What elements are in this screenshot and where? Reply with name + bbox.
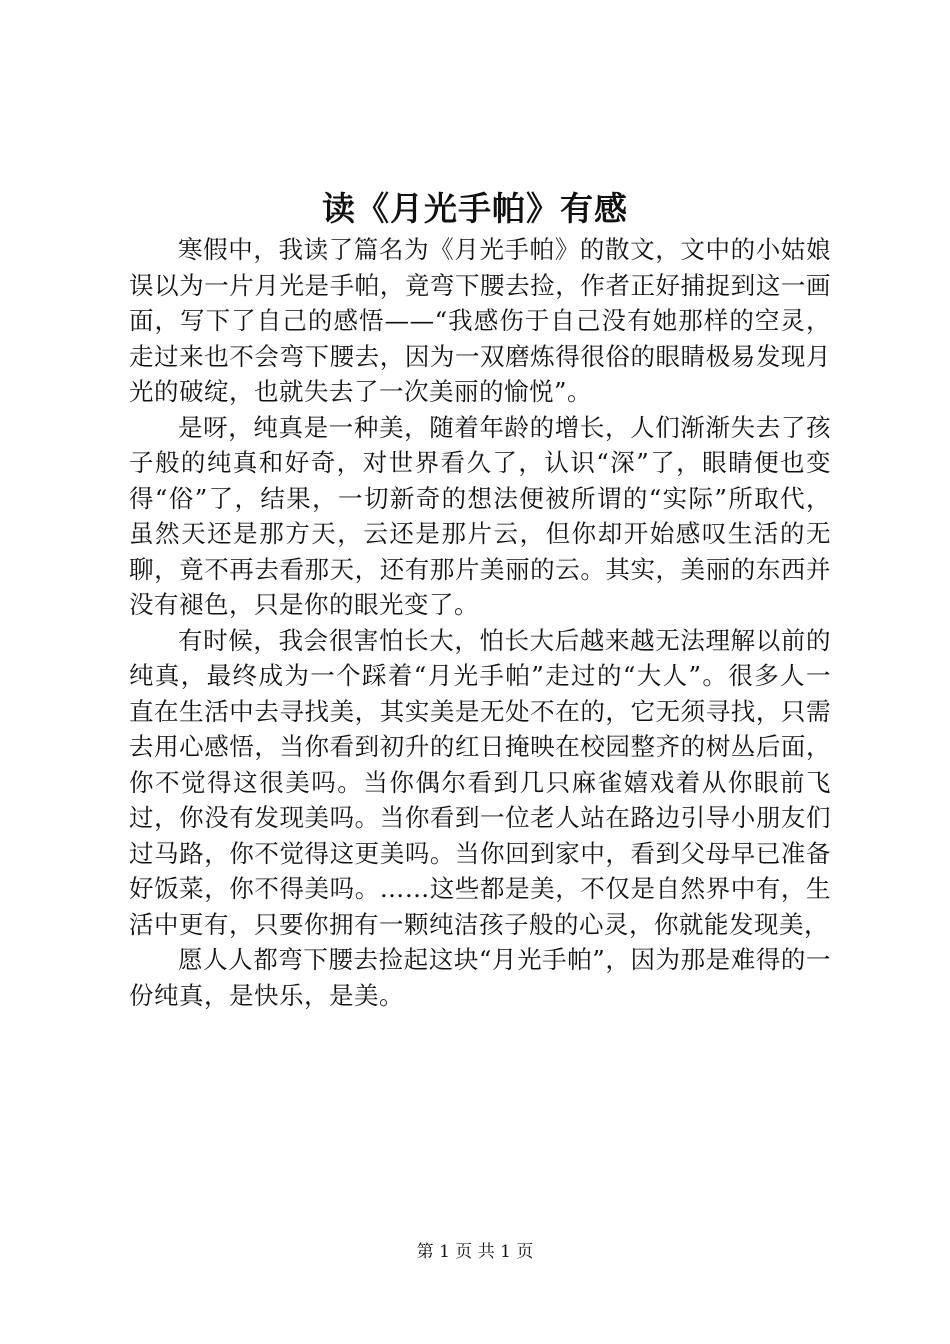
document-title: 读《月光手帕》有感 bbox=[322, 189, 628, 228]
page-footer: 第 1 页 共 1 页 bbox=[416, 1242, 534, 1262]
paragraph-2: 是呀，纯真是一种美，随着年龄的增长，人们渐渐失去了孩子般的纯真和好奇，对世界看久了，认识“深”了，眼睛便也变得“俗”了，结果，一切新奇的想法便被所谓的“实际”所取代，虽然天还是那方天，云还是那片云，但你却开始感叹生活的无聊，竟不再去看那天，还有那片美丽的云。其实，美丽的东西并没有褪色，只是你的眼光变了。 bbox=[129, 412, 831, 619]
document-body bbox=[129, 232, 831, 1013]
paragraph-1: 寒假中，我读了篇名为《月光手帕》的散文，文中的小姑娘误以为一片月光是手帕，竟弯下腰去捡，作者正好捕捉到这一画面，写下了自己的感悟——“我感伤于自己没有她那样的空灵，走过来也不会弯下腰去，因为一双磨炼得很俗的眼睛极易发现月光的破绽，也就失去了一次美丽的愉悦”。 bbox=[129, 235, 831, 406]
paragraph-3: 有时候，我会很害怕长大，怕长大后越来越无法理解以前的纯真，最终成为一个踩着“月光手帕”走过的“大人”。很多人一直在生活中去寻找美，其实美是无处不在的，它无须寻找，只需去用心感悟，当你看到初升的红日掩映在校园整齐的树丛后面，你不觉得这很美吗。当你偶尔看到几只麻雀嬉戏着从你眼前飞过，你没有发现美吗。当你看到一位老人站在路边引导小朋友们过马路，你不觉得这更美吗。当你回到家中，看到父母早已准备好饭菜，你不得美吗。……这些都是美，不仅是自然界中有，生活中更有，只要你拥有一颗纯洁孩子般的心灵，你就能发现美， bbox=[129, 625, 831, 939]
paragraph-4: 愿人人都弯下腰去捡起这块“月光手帕”，因为那是难得的一份纯真，是快乐，是美。 bbox=[129, 945, 831, 1010]
